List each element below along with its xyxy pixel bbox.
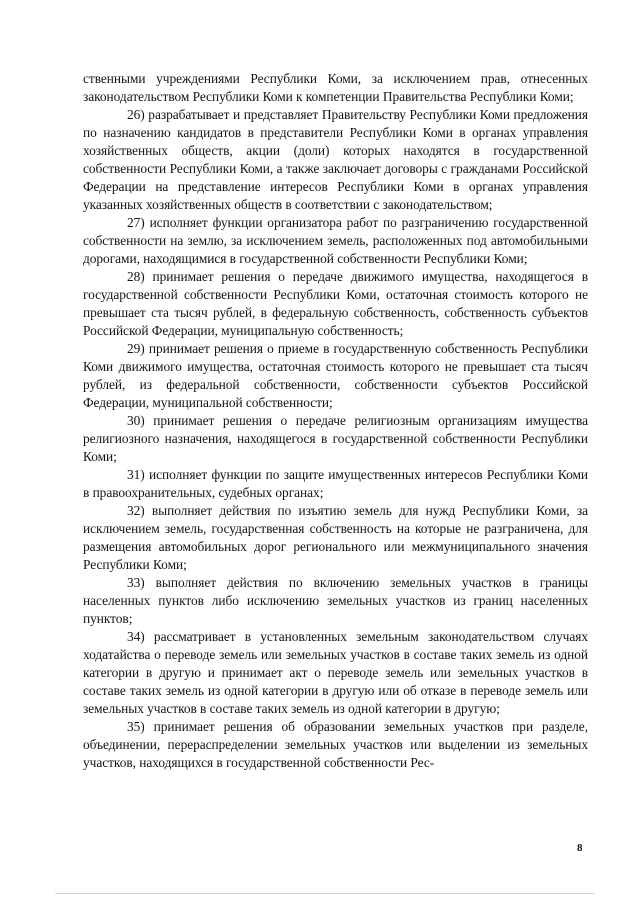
paragraph-item-29: 29) принимает решения о приеме в государственную собственность Республики Коми движимого имущества, остаточная стоимость которого не превышает ста тысяч рублей, из федеральной собственности, собственности субъектов Российской Федерации, муниципальной собственности; — [83, 341, 588, 410]
paragraph-item-27: 27) исполняет функции организатора работ по разграничению государственной собственности на землю, за исключением земель, расположенных под автомобильными дорогами, находящимися в государственной собственности Республики Коми; — [83, 215, 588, 266]
scan-bottom-edge — [55, 893, 595, 894]
document-page — [83, 70, 588, 772]
paragraph-item-33: 33) выполняет действия по включению земельных участков в границы населенных пунктов либо исключению земельных участков из границ населенных пунктов; — [83, 575, 588, 626]
paragraph-continuation: ственными учреждениями Республики Коми, за исключением прав, отнесенных законодательством Республики Коми к компетенции Правительства Республики Коми; — [83, 71, 588, 104]
paragraph-item-34: 34) рассматривает в установленных земельным законодательством случаях ходатайства о переводе земель или земельных участков в составе таких земель из одной категории в другую и принимает акт о переводе земель или земельных участков в составе таких земель из одной категории в другую или об отказе в переводе земель или земельных участков в составе таких земель из одной категории в другую; — [83, 629, 588, 716]
paragraph-item-31: 31) исполняет функции по защите имущественных интересов Республики Коми в правоохранительных, судебных органах; — [83, 467, 588, 500]
paragraph-item-28: 28) принимает решения о передаче движимого имущества, находящегося в государственной собственности Республики Коми, остаточная стоимость которого не превышает ста тысяч рублей, в федеральную собственность, собственность субъектов Российской Федерации, муниципальную собственность; — [83, 269, 588, 338]
paragraph-item-30: 30) принимает решения о передаче религиозным организациям имущества религиозного назначения, находящегося в государственной собственности Республики Коми; — [83, 413, 588, 464]
paragraph-item-32: 32) выполняет действия по изъятию земель для нужд Республики Коми, за исключением земель, государственная собственность на которые не разграничена, для размещения автомобильных дорог регионального или межмуниципального значения Республики Коми; — [83, 503, 588, 572]
paragraph-item-35: 35) принимает решения об образовании земельных участков при разделе, объединении, перераспределении земельных участков или выделении из земельных участков, находящихся в государственной собственности Рес- — [83, 719, 588, 770]
paragraph-item-26: 26) разрабатывает и представляет Правительству Республики Коми предложения по назначению кандидатов в представители Республики Коми в органах управления хозяйственных обществ, акции (доли) которых находятся в государственной собственности Республики Коми, а также заключает договоры с гражданами Российской Федерации на представление интересов Республики Коми в органах управления указанных хозяйственных обществ в соответствии с законодательством; — [83, 107, 588, 212]
page-number: 8 — [577, 842, 583, 854]
